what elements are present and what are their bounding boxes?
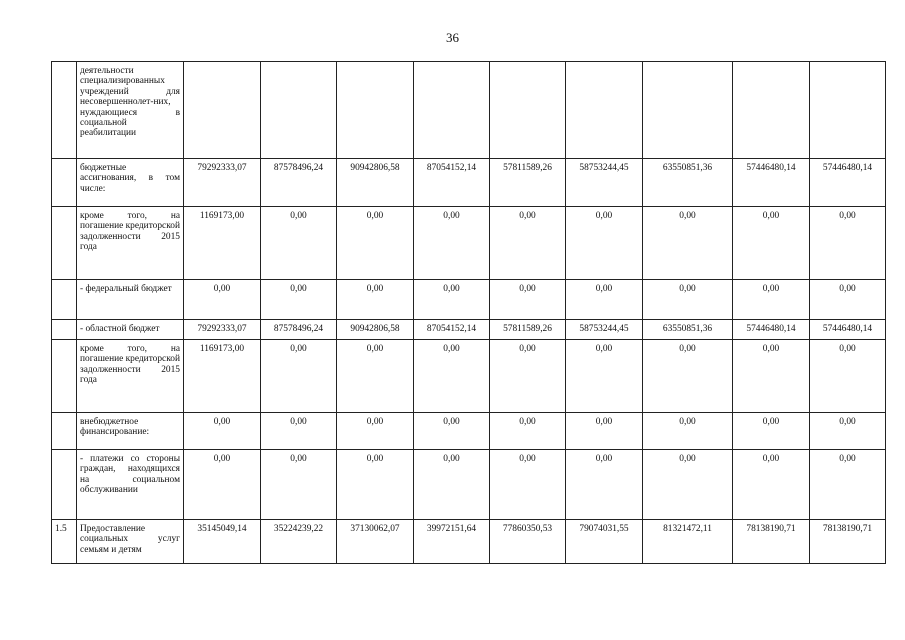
value-cell: 63550851,36: [643, 159, 733, 207]
value-cell: 78138190,71: [810, 520, 886, 564]
row-index-cell: [52, 280, 77, 320]
value-cell: 0,00: [261, 450, 337, 520]
value-cell: 0,00: [184, 450, 261, 520]
row-index-cell: [52, 320, 77, 340]
value-cell: 0,00: [490, 280, 566, 320]
value-cell: 0,00: [414, 280, 490, 320]
value-cell: 79292333,07: [184, 320, 261, 340]
value-cell: 87054152,14: [414, 159, 490, 207]
table-row: [52, 207, 886, 280]
table-row: [52, 520, 886, 564]
value-cell: [261, 62, 337, 159]
table-body: [52, 62, 886, 564]
value-cell: 58753244,45: [566, 320, 643, 340]
value-cell: 0,00: [337, 207, 414, 280]
value-cell: 0,00: [810, 207, 886, 280]
value-cell: 0,00: [184, 280, 261, 320]
row-index-cell: [52, 340, 77, 413]
value-cell: 58753244,45: [566, 159, 643, 207]
value-cell: 57446480,14: [810, 320, 886, 340]
value-cell: 0,00: [337, 413, 414, 450]
value-cell: 0,00: [261, 207, 337, 280]
value-cell: 0,00: [810, 340, 886, 413]
value-cell: 0,00: [261, 280, 337, 320]
value-cell: 0,00: [733, 340, 810, 413]
budget-table: [51, 61, 886, 564]
table-row: [52, 320, 886, 340]
page-number: 36: [446, 30, 459, 45]
value-cell: 77860350,53: [490, 520, 566, 564]
value-cell: 0,00: [566, 280, 643, 320]
value-cell: 0,00: [337, 450, 414, 520]
value-cell: 0,00: [414, 340, 490, 413]
value-cell: 0,00: [490, 450, 566, 520]
value-cell: 63550851,36: [643, 320, 733, 340]
table-row: [52, 280, 886, 320]
value-cell: 0,00: [414, 207, 490, 280]
value-cell: 57446480,14: [733, 159, 810, 207]
value-cell: 0,00: [733, 207, 810, 280]
value-cell: 79074031,55: [566, 520, 643, 564]
row-index-cell: [52, 450, 77, 520]
value-cell: [337, 62, 414, 159]
value-cell: 57446480,14: [733, 320, 810, 340]
table-row: [52, 159, 886, 207]
value-cell: 0,00: [733, 450, 810, 520]
value-cell: 35145049,14: [184, 520, 261, 564]
value-cell: 0,00: [643, 413, 733, 450]
value-cell: 0,00: [490, 413, 566, 450]
value-cell: 78138190,71: [733, 520, 810, 564]
row-description-cell: кроме того, на погашение кредиторской задолженности 2015 года: [77, 340, 184, 413]
value-cell: 0,00: [261, 413, 337, 450]
value-cell: 0,00: [261, 340, 337, 413]
value-cell: [566, 62, 643, 159]
value-cell: 87578496,24: [261, 159, 337, 207]
value-cell: [733, 62, 810, 159]
value-cell: 87054152,14: [414, 320, 490, 340]
value-cell: 0,00: [337, 340, 414, 413]
value-cell: 0,00: [643, 340, 733, 413]
row-index-cell: 1.5: [52, 520, 77, 564]
row-description-cell: внебюджетное финансирование:: [77, 413, 184, 450]
value-cell: 0,00: [643, 207, 733, 280]
row-description-cell: - федеральный бюджет: [77, 280, 184, 320]
value-cell: 0,00: [810, 280, 886, 320]
value-cell: 90942806,58: [337, 159, 414, 207]
row-index-cell: [52, 62, 77, 159]
row-description-cell: деятельности специализированных учреждений для несовершеннолет-них, нуждающиеся в социальной реабилитации: [77, 62, 184, 159]
value-cell: 37130062,07: [337, 520, 414, 564]
row-index-cell: [52, 159, 77, 207]
table-row: [52, 62, 886, 159]
table-row: [52, 450, 886, 520]
value-cell: 0,00: [490, 207, 566, 280]
value-cell: 57811589,26: [490, 320, 566, 340]
value-cell: 35224239,22: [261, 520, 337, 564]
value-cell: [643, 62, 733, 159]
value-cell: 0,00: [566, 207, 643, 280]
value-cell: 0,00: [566, 340, 643, 413]
value-cell: 87578496,24: [261, 320, 337, 340]
value-cell: 81321472,11: [643, 520, 733, 564]
value-cell: 79292333,07: [184, 159, 261, 207]
value-cell: 0,00: [810, 413, 886, 450]
value-cell: 0,00: [733, 413, 810, 450]
value-cell: 0,00: [810, 450, 886, 520]
value-cell: 0,00: [566, 413, 643, 450]
row-description-cell: Предоставление социальных услуг семьям и детям: [77, 520, 184, 564]
value-cell: 57446480,14: [810, 159, 886, 207]
value-cell: 0,00: [490, 340, 566, 413]
value-cell: 0,00: [337, 280, 414, 320]
value-cell: 1169173,00: [184, 340, 261, 413]
value-cell: 57811589,26: [490, 159, 566, 207]
value-cell: 0,00: [414, 450, 490, 520]
row-description-cell: бюджетные ассигнования, в том числе:: [77, 159, 184, 207]
value-cell: [490, 62, 566, 159]
value-cell: [184, 62, 261, 159]
table-row: [52, 340, 886, 413]
value-cell: 0,00: [566, 450, 643, 520]
value-cell: 0,00: [643, 280, 733, 320]
value-cell: 90942806,58: [337, 320, 414, 340]
value-cell: 39972151,64: [414, 520, 490, 564]
value-cell: [414, 62, 490, 159]
value-cell: 0,00: [643, 450, 733, 520]
table-row: [52, 413, 886, 450]
value-cell: 1169173,00: [184, 207, 261, 280]
value-cell: [810, 62, 886, 159]
value-cell: 0,00: [414, 413, 490, 450]
row-description-cell: - областной бюджет: [77, 320, 184, 340]
value-cell: 0,00: [733, 280, 810, 320]
row-index-cell: [52, 207, 77, 280]
row-description-cell: - платежи со стороны граждан, находящихся на социальном обслуживании: [77, 450, 184, 520]
row-index-cell: [52, 413, 77, 450]
value-cell: 0,00: [184, 413, 261, 450]
row-description-cell: кроме того, на погашение кредиторской задолженности 2015 года: [77, 207, 184, 280]
